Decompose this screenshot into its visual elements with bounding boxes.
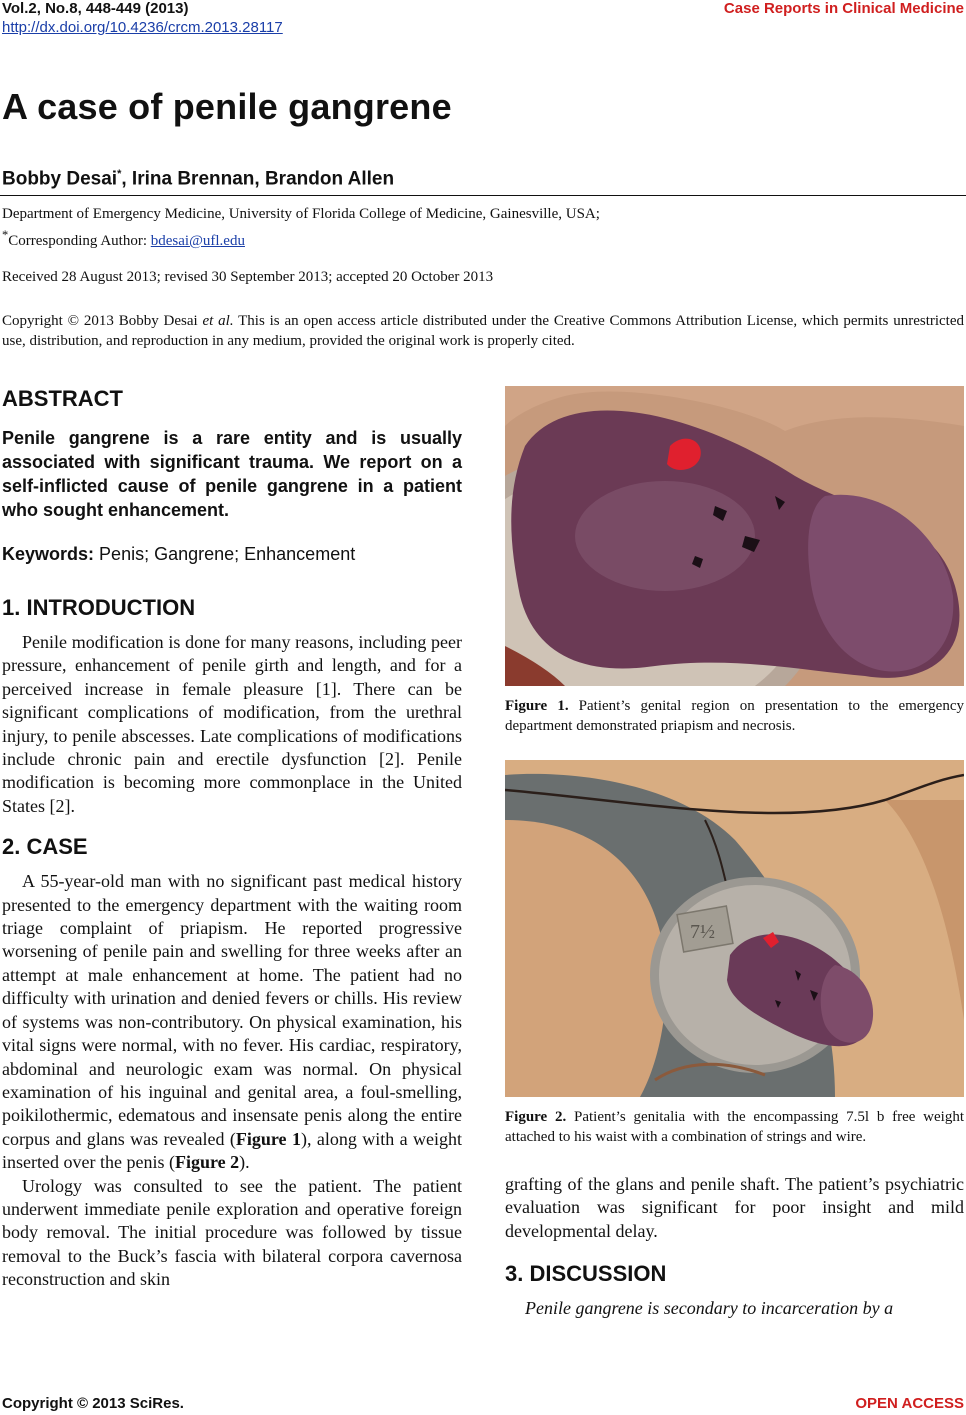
copyright-pre: Copyright © 2013 Bobby Desai — [2, 313, 203, 329]
title-divider — [0, 195, 966, 196]
figure-2-reference[interactable]: Figure 2 — [174, 1152, 240, 1173]
introduction-paragraph: Penile modification is done for many reasons, including peer pressure, enhancement of penile girth and length, and for a perceived increase in female pleasure [1]. There can be significant complications of modification, from the urethral injury, to penile abscesses. Late complications of modifications include chronic pain and erectile dysfunction [2]. Penile modification is becoming more commonplace in the United States [2]. — [2, 632, 462, 816]
figure-2-label: Figure 2. — [505, 1109, 567, 1125]
copyright-etal: et al. — [202, 313, 234, 329]
figure-1-caption-text: Patient’s genital region on presentation to the emergency department demonstrated priapism and necrosis. — [505, 698, 964, 734]
case-paragraph-2: Urology was consulted to see the patient. The patient underwent immediate penile exploration and operative foreign body removal. The initial procedure was followed by tissue removal to the Buck’s fascia with bilateral corpora cavernosa reconstruction and skin — [2, 1175, 462, 1290]
keywords — [2, 544, 462, 565]
abstract-heading: ABSTRACT — [2, 386, 123, 411]
discussion-heading: 3. DISCUSSION — [505, 1261, 667, 1287]
doi-link[interactable]: http://dx.doi.org/10.4236/crcm.2013.28117 — [2, 19, 283, 36]
corresponding-marker: * — [2, 228, 9, 242]
corresponding-email-link[interactable]: bdesai@ufl.edu — [150, 233, 245, 249]
case-p1-text-a: A 55-year-old man with no significant past medical history presented to the emergency department with the waiting room triage complaint of priapism. He reported progressive worsening of penile pain and swelling for three weeks after an attempt at male enhancement at home. The patient had no difficulty with urination and denied fevers or chills. His review of systems was non-contributory. On physical examination, his vital signs were normal, with no fever. His cardiac, respiratory, abdominal and neurologic exam was normal. On physical examination of his inguinal and genital area, a foul-smelling, poikilothermic, edematous and insensate penis along the entire corpus and glans was revealed ( — [2, 871, 462, 1149]
case-paragraph-2-continued: grafting of the glans and penile shaft. The patient’s psychiatric evaluation was significant for poor insight and mild developmental delay. — [505, 1174, 964, 1241]
discussion-paragraph: Penile gangrene is secondary to incarceration by a — [525, 1298, 894, 1319]
figure-1-photo — [505, 386, 964, 686]
introduction-heading: 1. INTRODUCTION — [2, 595, 196, 620]
figure-1-caption — [505, 696, 964, 736]
left-column — [2, 386, 462, 1292]
copyright-notice — [2, 311, 964, 351]
right-column — [505, 386, 964, 1321]
figure-2-caption — [505, 1107, 964, 1147]
journal-volume: Vol.2, No.8, 448-449 (2013) — [2, 0, 189, 17]
corresponding-author — [2, 228, 245, 250]
author-first: Bobby Desai — [2, 168, 118, 190]
journal-name: Case Reports in Clinical Medicine — [723, 0, 964, 17]
case-heading: 2. CASE — [2, 834, 88, 860]
author-rest: , Irina Brennan, Brandon Allen — [121, 168, 395, 190]
keywords-list: Penis; Gangrene; Enhancement — [99, 544, 356, 564]
figure-1-reference[interactable]: Figure 1 — [235, 1128, 301, 1149]
figure-2-caption-text: Patient’s genitalia with the encompassing 7.5l b free weight attached to his waist with a combination of strings and wire. — [505, 1109, 965, 1145]
case-p1-text-b: ), along with a weight inserted over the penis ( — [2, 1128, 462, 1173]
keywords-label: Keywords: — [2, 544, 95, 564]
author-list — [2, 168, 394, 190]
corresponding-label: Corresponding Author: — [8, 233, 151, 249]
figure-2-image — [505, 760, 964, 1097]
figure-2-photo — [505, 760, 964, 1097]
case-p1-text-c: ). — [239, 1152, 250, 1173]
figure-1-image — [505, 386, 964, 686]
case-paragraph-1 — [2, 870, 462, 1174]
figure-1-label: Figure 1. — [505, 698, 569, 714]
article-title: A case of penile gangrene — [2, 86, 452, 127]
footer-open-access: OPEN ACCESS — [855, 1395, 964, 1412]
author-first-marker: * — [117, 168, 122, 180]
weight-marking: 7½ — [690, 921, 715, 943]
copyright-post: This is an open access article distributed under the Creative Commons Attribution License, which permits unrestricted use, distribution, and reproduction in any medium, provided the original work is properly cited. — [2, 313, 965, 349]
abstract-text: Penile gangrene is a rare entity and is usually associated with significant trauma. We report on a self-inflicted cause of penile gangrene in a patient who sought enhancement. — [2, 428, 462, 520]
article-dates: Received 28 August 2013; revised 30 September 2013; accepted 20 October 2013 — [2, 269, 494, 285]
affiliation: Department of Emergency Medicine, University of Florida College of Medicine, Gainesville, USA; — [2, 206, 600, 222]
footer-copyright: Copyright © 2013 SciRes. — [2, 1395, 184, 1412]
